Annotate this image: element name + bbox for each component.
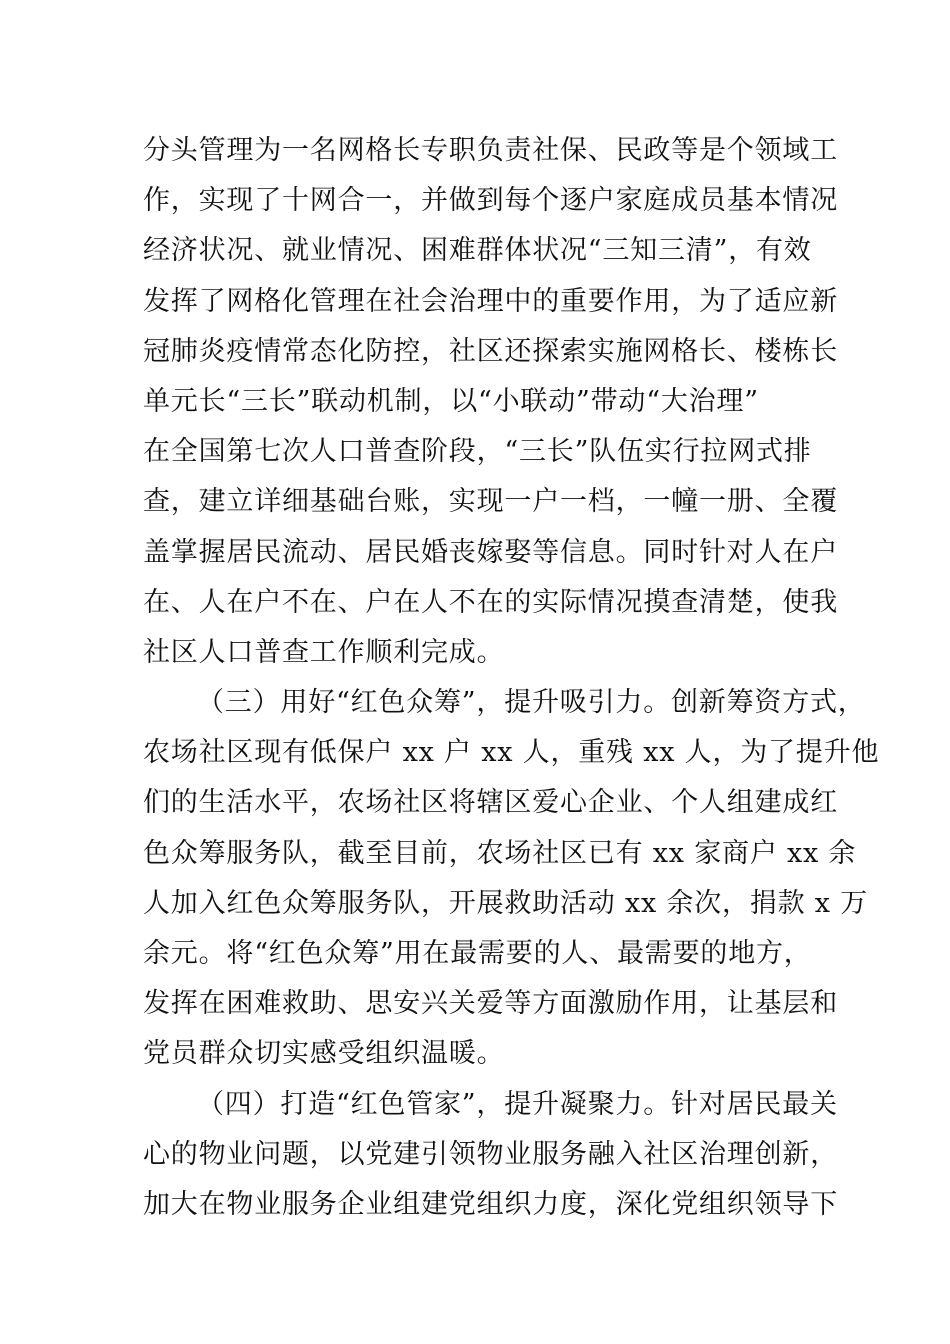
text-line: 发挥在困难救助、思安兴关爱等方面激励作用，让基层和 (143, 988, 838, 1020)
text-line: 经济状况、就业情况、困难群体状况“三知三清”，有效 (143, 235, 812, 267)
text-line: 分头管理为一名网格长专职负责社保、民政等是个领域工 (143, 135, 838, 166)
text-line: 色众筹服务队，截至目前，农场社区已有 xx 家商户 xx 余 (143, 837, 857, 869)
text-line: 盖掌握居民流动、居民婚丧嫁娶等信息。同时针对人在户 (143, 536, 838, 568)
text-line: 社区人口普查工作顺利完成。 (143, 636, 505, 668)
text-line: 冠肺炎疫情常态化防控，社区还探索实施网格长、楼栋长 (143, 335, 838, 367)
section-heading-line: （四）打造“红色管家”，提升凝聚力。针对居民最关 (197, 1088, 838, 1120)
text-line: 心的物业问题，以党建引领物业服务融入社区治理创新， (143, 1138, 838, 1170)
text-line: 单元长“三长”联动机制，以“小联动”带动“大治理” (143, 385, 759, 417)
text-line: 作，实现了十网合一，并做到每个逐户家庭成员基本情况 (143, 185, 838, 217)
text-line: 余元。将“红色众筹”用在最需要的人、最需要的地方， (143, 938, 812, 969)
text-line: 发挥了网格化管理在社会治理中的重要作用，为了适应新 (143, 285, 838, 317)
text-line: 们的生活水平，农场社区将辖区爱心企业、个人组建成红 (143, 787, 838, 819)
text-line: 在、人在户不在、户在人不在的实际情况摸查清楚，使我 (143, 586, 838, 618)
text-line: 在全国第七次人口普查阶段，“三长”队伍实行拉网式排 (143, 436, 812, 468)
text-line: 农场社区现有低保户 xx 户 xx 人，重残 xx 人，为了提升他 (143, 737, 880, 769)
text-line: 人加入红色众筹服务队，开展救助活动 xx 余次，捐款 x 万 (143, 887, 869, 919)
text-line: 查，建立详细基础台账，实现一户一档，一幢一册、全覆 (143, 486, 838, 518)
section-heading-line: （三）用好“红色众筹”，提升吸引力。创新筹资方式， (197, 687, 866, 719)
text-line: 党员群众切实感受组织温暖。 (143, 1038, 505, 1070)
document-body (143, 126, 880, 1230)
text-line: 加大在物业服务企业组建党组织力度，深化党组织领导下 (143, 1188, 838, 1220)
